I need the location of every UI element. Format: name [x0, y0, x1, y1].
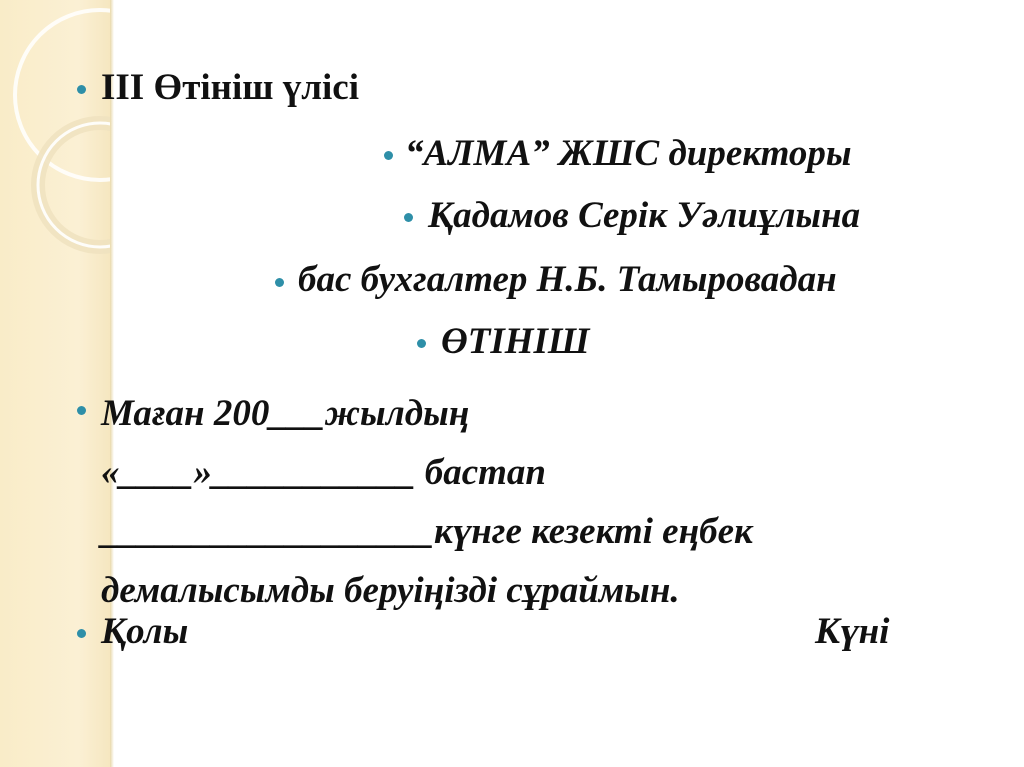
bullet-icon [77, 629, 86, 638]
date-label: Күні [815, 611, 890, 652]
recipient-company: “АЛМА” ЖШС директоры [405, 133, 852, 174]
bullet-icon [404, 213, 413, 222]
heading: ІІІ Өтініш үлісі [101, 67, 360, 108]
sender-line: бас бухгалтер Н.Б. Тамыровадан [298, 259, 837, 300]
bullet-icon [275, 278, 284, 287]
bullet-icon [77, 406, 86, 415]
decorative-circles-icon [0, 0, 112, 767]
decorative-side-band [0, 0, 112, 767]
request-body: Маған 200___жылдың «____»___________ бастап __________________күнге кезекті еңбек демалысымды беруіңізді сұраймын. [101, 393, 753, 611]
bullet-icon [384, 151, 393, 160]
bullet-icon [77, 85, 86, 94]
recipient-name: Қадамов Серік Уәлиұлына [428, 195, 861, 236]
bullet-icon [417, 339, 426, 348]
document-title: ӨТІНІШ [441, 321, 590, 362]
signature-label: Қолы [101, 611, 189, 652]
